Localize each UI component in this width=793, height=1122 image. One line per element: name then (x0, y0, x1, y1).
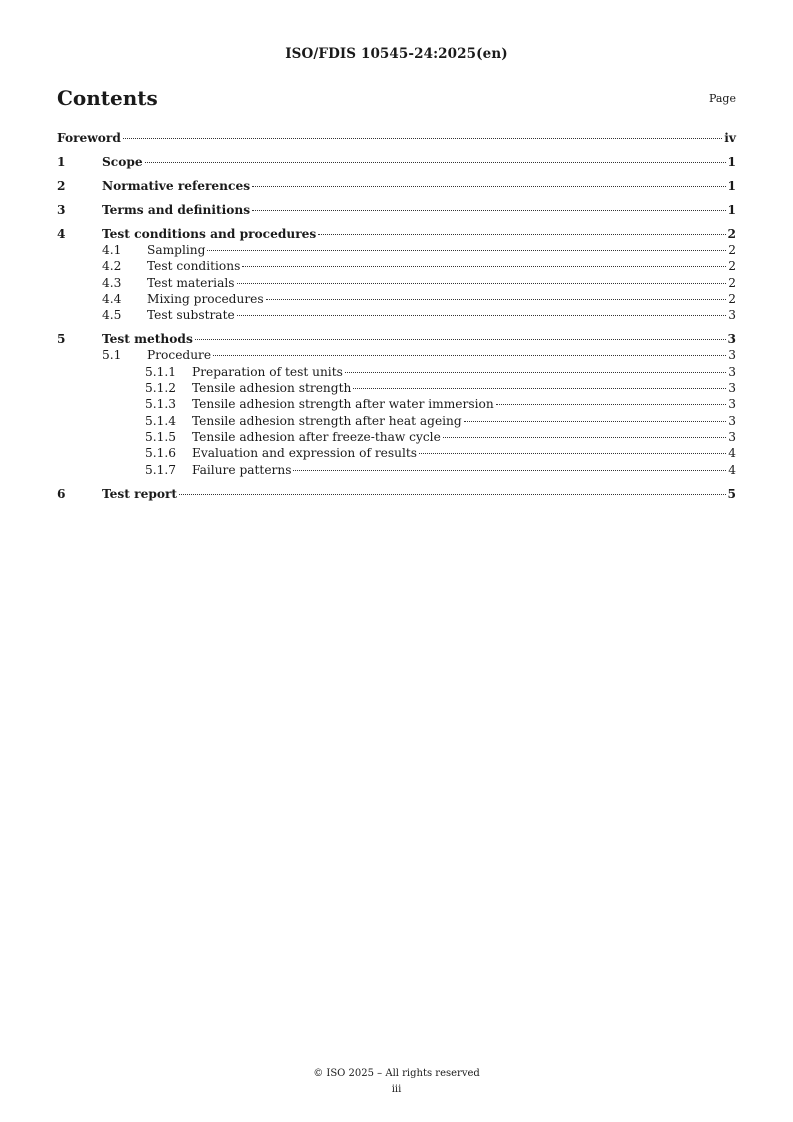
toc-entry-number: 5.1.6 (145, 446, 177, 461)
toc-entry[interactable] (57, 178, 736, 194)
toc-entry[interactable] (57, 154, 736, 170)
page-column-label: Page (708, 92, 736, 105)
toc-entry-number: 2 (57, 179, 66, 193)
toc-entry[interactable] (57, 291, 736, 307)
dot-leader (252, 186, 725, 187)
toc-entry-number: 5.1.7 (145, 462, 177, 477)
toc-entry-number: 5.1.4 (145, 413, 177, 428)
toc-entry-number: 5.1.2 (145, 381, 177, 396)
dot-leader (464, 421, 727, 422)
dot-leader (345, 372, 726, 373)
toc-entry-page: 3 (728, 308, 736, 323)
toc-entry-title: Evaluation and expression of results (192, 446, 418, 461)
toc-entry-page: 2 (728, 259, 736, 274)
dot-leader (293, 470, 726, 471)
toc-entry[interactable] (57, 486, 736, 502)
toc-entry-title: Preparation of test units (192, 364, 343, 379)
dot-leader (213, 355, 726, 356)
toc-entry[interactable] (57, 445, 736, 461)
toc-entry-page: 4 (728, 446, 736, 461)
toc-entry[interactable] (57, 258, 736, 274)
toc-entry-number: 4.2 (102, 259, 122, 274)
toc-entry[interactable] (57, 307, 736, 323)
toc-entry[interactable] (57, 396, 736, 412)
toc-entry-title: Procedure (147, 348, 212, 363)
toc-entry-title: Terms and definitions (102, 203, 251, 217)
dot-leader (145, 162, 726, 163)
dot-leader (353, 388, 726, 389)
dot-leader (496, 404, 727, 405)
dot-leader (266, 299, 727, 300)
toc-entry-title: Sampling (147, 243, 206, 257)
toc-entry[interactable] (57, 331, 736, 347)
toc-entry-page: 4 (728, 462, 736, 477)
toc-entry-page: 2 (728, 291, 736, 306)
toc-entry-title: Test methods (102, 332, 193, 347)
page-footer (0, 1066, 793, 1098)
toc-entry-number: 5.1.3 (145, 397, 177, 412)
toc-entry[interactable] (57, 364, 736, 380)
toc-entry-title: Test substrate (147, 308, 235, 323)
toc-entry-title: Tensile adhesion after freeze-thaw cycle (192, 429, 441, 444)
toc-entry[interactable] (57, 462, 736, 478)
toc-entry-title: Tensile adhesion strength after water immersion (192, 397, 494, 412)
toc-entry-title: Test materials (147, 275, 235, 290)
contents-heading: Contents (57, 86, 158, 110)
dot-leader (237, 315, 727, 316)
document-id: ISO/FDIS 10545-24:2025(en) (285, 46, 508, 62)
toc-entry-number: 4.3 (102, 275, 122, 290)
toc-entry-page: 3 (728, 348, 736, 363)
toc-entry-number: 4.4 (102, 291, 122, 306)
toc-entry[interactable] (57, 130, 736, 146)
dot-leader (123, 138, 722, 139)
toc-entry-number: 3 (57, 203, 66, 217)
toc-entry-title: Mixing procedures (147, 291, 264, 306)
dot-leader (318, 234, 725, 235)
dot-leader (443, 437, 726, 438)
toc-entry-page: 3 (728, 429, 736, 444)
toc-entry-title: Failure patterns (192, 462, 292, 477)
toc-entry-title: Foreword (57, 131, 121, 145)
table-of-contents (57, 130, 736, 502)
toc-entry[interactable] (57, 202, 736, 218)
dot-leader (207, 250, 726, 251)
toc-entry-title: Tensile adhesion strength (192, 381, 352, 396)
toc-entry-number: 4.5 (102, 308, 122, 323)
dot-leader (252, 210, 725, 211)
toc-entry[interactable] (57, 429, 736, 445)
toc-entry-number: 4 (57, 227, 66, 241)
toc-entry-title: Test conditions (147, 259, 241, 274)
toc-entry[interactable] (57, 347, 736, 363)
toc-entry-title: Normative references (102, 179, 251, 193)
toc-entry-page: 3 (728, 397, 736, 412)
dot-leader (195, 339, 726, 340)
toc-entry-number: 5 (57, 332, 66, 347)
toc-entry-page: 3 (728, 364, 736, 379)
toc-entry-page: 2 (728, 243, 736, 257)
toc-entry[interactable] (57, 275, 736, 291)
toc-entry-page: 2 (727, 227, 736, 241)
toc-entry[interactable] (57, 226, 736, 242)
toc-entry-page: 3 (727, 332, 736, 347)
toc-entry-page: iv (724, 131, 736, 145)
toc-entry[interactable] (57, 413, 736, 429)
toc-entry-number: 5.1.5 (145, 429, 177, 444)
dot-leader (419, 453, 726, 454)
copyright-notice: © ISO 2025 – All rights reserved (313, 1068, 480, 1079)
toc-entry-number: 5.1.1 (145, 364, 177, 379)
toc-entry-page: 1 (727, 179, 736, 193)
toc-entry-title: Tensile adhesion strength after heat ageing (192, 413, 462, 428)
toc-entry-number: 1 (57, 155, 66, 169)
toc-entry-page: 1 (727, 203, 736, 217)
toc-entry-page: 3 (728, 381, 736, 396)
toc-entry-title: Test conditions and procedures (102, 227, 317, 241)
dot-leader (242, 266, 726, 267)
toc-entry-page: 1 (727, 155, 736, 169)
toc-entry-number: 5.1 (102, 348, 122, 363)
toc-entry[interactable] (57, 380, 736, 396)
page-number: iii (391, 1084, 402, 1095)
toc-entry-title: Scope (102, 155, 143, 169)
toc-entry-number: 6 (57, 486, 66, 501)
toc-entry[interactable] (57, 242, 736, 258)
toc-entry-page: 2 (728, 275, 736, 290)
toc-entry-page: 3 (728, 413, 736, 428)
toc-entry-page: 5 (727, 486, 736, 501)
dot-leader (237, 283, 727, 284)
toc-entry-title: Test report (102, 486, 178, 501)
toc-entry-number: 4.1 (102, 243, 122, 257)
dot-leader (179, 494, 725, 495)
